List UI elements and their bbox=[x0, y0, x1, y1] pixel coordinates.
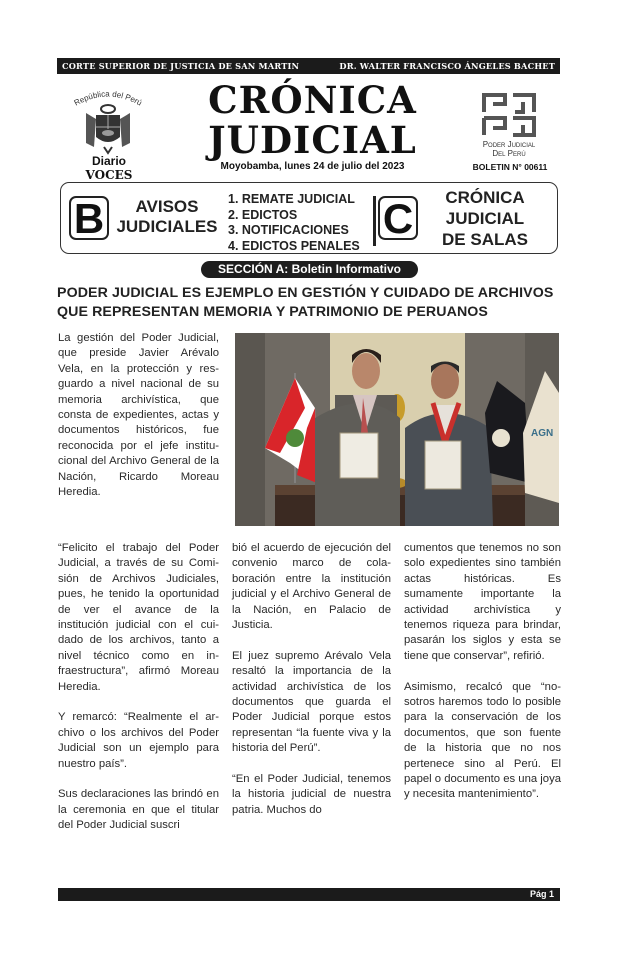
section-c-title bbox=[420, 187, 550, 250]
section-b-title-line1: AVISOS bbox=[135, 197, 199, 216]
article-column-3 bbox=[404, 541, 561, 818]
top-banner bbox=[57, 58, 560, 74]
article-paragraph: bió el acuerdo de ejecución del convenio marco de colaboración entre la institución judicial y el Archivo General de la Nación, en Palacio de Justicia. bbox=[232, 542, 391, 632]
masthead-title-line2: JUDICIAL bbox=[208, 118, 417, 162]
boletin-number: BOLETIN N° 00611 bbox=[472, 162, 548, 172]
section-a-badge: SECCIÓN A: Boletin Informativo bbox=[201, 261, 418, 278]
article-paragraph: cumentos que tenemos no son solo expedientes sino también actas históricas. Es sumamente importante la actividad archivística y tenemos riqueza para brindar, pasarán los siglos y esta se tiene que conservar”, refirió. bbox=[404, 542, 561, 662]
republica-text: República del Perú bbox=[72, 89, 144, 108]
section-b-title bbox=[108, 197, 226, 237]
section-b-item: 3. NOTIFICACIONES bbox=[228, 223, 349, 237]
section-c-letter: C bbox=[378, 196, 418, 240]
section-c-title-line3: DE SALAS bbox=[442, 230, 528, 249]
diario-voces-label bbox=[68, 154, 150, 182]
article-headline bbox=[57, 284, 563, 321]
article-paragraph: “En el Poder Judicial, tenemos la historia judicial de nuestra patria. Muchos do bbox=[232, 773, 391, 816]
headline-line1: PODER JUDICIAL ES EJEMPLO EN GESTIÓN Y CUIDADO DE ARCHIVOS bbox=[57, 285, 554, 301]
article-photo bbox=[235, 333, 559, 526]
article-paragraph: Sus declaraciones las brindó en la ceremonia en que el titular del Poder Judicial suscri bbox=[58, 788, 219, 832]
pj-name-line2: Del Perú bbox=[492, 149, 526, 158]
section-divider bbox=[373, 196, 376, 246]
pj-name-line1: Poder Judicial bbox=[482, 140, 536, 149]
diario-prefix: Diario bbox=[91, 154, 126, 168]
section-c-title-line2: JUDICIAL bbox=[445, 209, 525, 228]
peru-coat-of-arms-icon bbox=[82, 103, 134, 155]
section-c-title-line1: CRÓNICA bbox=[445, 188, 525, 207]
article-paragraph: La gestión del Poder Judicial, que preside Javier Arévalo Vela, en la protección y resguardo a nivel nacional de su memoria archivística, que consta de expedientes, actas y documentos históricos, fue reconocida por el jefe institucional del Archivo General de la Nación, Ricardo Moreau Heredia. bbox=[58, 332, 219, 499]
masthead-title-line1: CRÓNICA bbox=[208, 78, 417, 122]
poder-judicial-logo-icon bbox=[481, 92, 537, 138]
article-column-1 bbox=[58, 541, 219, 849]
agn-flag-text: AGN bbox=[531, 428, 554, 439]
article-paragraph: El juez supremo Arévalo Vela resaltó la importancia de la actividad archivística de los documentos que guarda el Poder Judicial porque estos representan “la fuente viva y la historia del Perú”. bbox=[232, 649, 391, 755]
article-paragraph: “Felicito el trabajo del Poder Judicial, a través de su Comisión de Archivos Judiciales, pues, he tenido la oportunidad de ver el avance de la institución judicial con el cuidado de los archivos, tanto a nivel técnico como en infraestructura”, afirmó Moreau Heredia. bbox=[58, 542, 219, 693]
article-paragraph: Asimismo, recalcó que “nosotros haremos todo lo posible para la conservación de los documentos, que son fuente de la historia que no nos pertenece sino al Perú. El papel o documento es una joya y necesita mantenimiento”. bbox=[404, 680, 562, 801]
headline-line2: QUE REPRESENTAN MEMORIA Y PATRIMONIO DE PERUANOS bbox=[57, 303, 488, 320]
section-b-item: 2. EDICTOS bbox=[228, 207, 298, 222]
diario-name: VOCES bbox=[85, 168, 133, 182]
article-column-1-top bbox=[58, 331, 219, 516]
section-b-letter: B bbox=[69, 196, 109, 240]
section-b-item: 4. EDICTOS PENALES bbox=[228, 238, 360, 253]
president-name: DR. WALTER FRANCISCO ÁNGELES BACHET bbox=[339, 61, 555, 71]
page-number: Pág 1 bbox=[529, 889, 554, 899]
section-b-item: 1. REMATE JUDICIAL bbox=[228, 192, 355, 206]
poder-judicial-name bbox=[468, 140, 550, 158]
dateline: Moyobamba, lunes 24 de julio del 2023 bbox=[220, 161, 405, 172]
section-b-title-line2: JUDICIALES bbox=[116, 217, 218, 236]
footer-bar bbox=[58, 888, 560, 901]
section-b-list bbox=[228, 192, 360, 254]
article-column-2 bbox=[232, 541, 391, 834]
court-name: CORTE SUPERIOR DE JUSTICIA DE SAN MARTIN bbox=[62, 61, 300, 71]
article-paragraph: Y remarcó: “Realmente el archivo o los archivos del Poder Judicial son un ejemplo para nuestro país”. bbox=[58, 711, 219, 770]
